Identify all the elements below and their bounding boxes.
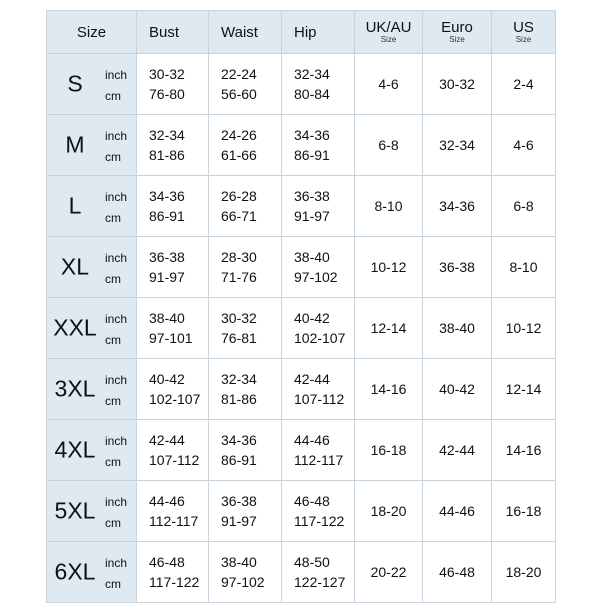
hip-cell <box>282 542 355 603</box>
waist-inch: 36-38 <box>221 493 257 509</box>
header-hip: Hip <box>282 11 355 54</box>
waist-cell <box>209 237 282 298</box>
size-cell <box>47 359 137 420</box>
waist-cell <box>209 542 282 603</box>
size-label: S <box>67 70 83 97</box>
euro-cell: 30-32 <box>423 54 492 115</box>
bust-cell <box>137 420 209 481</box>
table-row <box>47 359 556 420</box>
size-cell <box>47 54 137 115</box>
size-label: 3XL <box>54 375 96 402</box>
bust-cell <box>137 298 209 359</box>
hip-cm: 102-107 <box>294 330 346 346</box>
header-bust: Bust <box>137 11 209 54</box>
us-cell: 6-8 <box>492 176 556 237</box>
size-label: XL <box>60 253 90 280</box>
size-cell <box>47 298 137 359</box>
waist-inch: 28-30 <box>221 249 257 265</box>
unit-inch-label: inch <box>105 495 128 509</box>
bust-cm: 117-122 <box>149 574 200 590</box>
table-row <box>47 481 556 542</box>
bust-cell <box>137 237 209 298</box>
waist-cm: 97-102 <box>221 574 265 590</box>
bust-cm: 112-117 <box>149 513 199 529</box>
hip-cell <box>282 115 355 176</box>
size-label: L <box>68 192 82 219</box>
waist-cell <box>209 420 282 481</box>
hip-cell <box>282 176 355 237</box>
bust-cm: 107-112 <box>149 452 200 468</box>
hip-inch: 38-40 <box>294 249 330 265</box>
waist-cm: 91-97 <box>221 513 257 529</box>
header-waist: Waist <box>209 11 282 54</box>
waist-inch: 30-32 <box>221 310 257 326</box>
euro-cell: 44-46 <box>423 481 492 542</box>
us-cell: 12-14 <box>492 359 556 420</box>
uk-au-cell: 16-18 <box>355 420 423 481</box>
bust-inch: 36-38 <box>149 249 185 265</box>
unit-cm-label: cm <box>105 150 121 164</box>
header-euro-label: Euro <box>441 18 473 36</box>
unit-cm-label: cm <box>105 211 121 225</box>
unit-cm-label: cm <box>105 516 121 530</box>
uk-au-cell: 6-8 <box>355 115 423 176</box>
header-us-label: US <box>513 18 534 36</box>
hip-inch: 42-44 <box>294 371 330 387</box>
unit-inch-label: inch <box>105 373 128 387</box>
hip-inch: 36-38 <box>294 188 330 204</box>
bust-inch: 30-32 <box>149 66 185 82</box>
header-uk-au-sub: Size <box>380 34 397 44</box>
uk-au-cell: 8-10 <box>355 176 423 237</box>
waist-cell <box>209 115 282 176</box>
unit-inch-label: inch <box>105 312 128 326</box>
waist-cell <box>209 54 282 115</box>
size-label: 5XL <box>54 497 96 524</box>
bust-cell <box>137 359 209 420</box>
waist-cell <box>209 481 282 542</box>
us-cell: 14-16 <box>492 420 556 481</box>
hip-cell <box>282 237 355 298</box>
hip-inch: 48-50 <box>294 554 330 570</box>
uk-au-cell: 18-20 <box>355 481 423 542</box>
waist-cm: 86-91 <box>221 452 257 468</box>
table-row <box>47 298 556 359</box>
size-cell <box>47 115 137 176</box>
hip-cm: 80-84 <box>294 86 330 102</box>
hip-cell <box>282 359 355 420</box>
waist-inch: 24-26 <box>221 127 257 143</box>
waist-cm: 81-86 <box>221 391 257 407</box>
table-row <box>47 176 556 237</box>
us-cell: 4-6 <box>492 115 556 176</box>
waist-cm: 66-71 <box>221 208 257 224</box>
unit-cm-label: cm <box>105 272 121 286</box>
unit-inch-label: inch <box>105 129 128 143</box>
unit-cm-label: cm <box>105 577 121 591</box>
hip-cell <box>282 481 355 542</box>
euro-cell: 40-42 <box>423 359 492 420</box>
table-row <box>47 115 556 176</box>
bust-inch: 32-34 <box>149 127 185 143</box>
bust-cm: 102-107 <box>149 391 201 407</box>
euro-cell: 32-34 <box>423 115 492 176</box>
bust-inch: 42-44 <box>149 432 185 448</box>
bust-cell <box>137 176 209 237</box>
us-cell: 8-10 <box>492 237 556 298</box>
bust-inch: 38-40 <box>149 310 185 326</box>
header-euro-sub: Size <box>449 34 465 44</box>
table-row <box>47 542 556 603</box>
bust-inch: 44-46 <box>149 493 185 509</box>
unit-inch-label: inch <box>105 251 128 265</box>
hip-cm: 117-122 <box>294 513 345 529</box>
waist-cm: 71-76 <box>221 269 257 285</box>
unit-inch-label: inch <box>105 68 128 82</box>
size-cell <box>47 420 137 481</box>
size-cell <box>47 237 137 298</box>
us-cell: 2-4 <box>492 54 556 115</box>
euro-cell: 42-44 <box>423 420 492 481</box>
bust-cm: 91-97 <box>149 269 185 285</box>
bust-inch: 40-42 <box>149 371 185 387</box>
uk-au-cell: 12-14 <box>355 298 423 359</box>
bust-inch: 34-36 <box>149 188 185 204</box>
waist-cm: 76-81 <box>221 330 257 346</box>
header-uk-au <box>355 11 423 54</box>
hip-inch: 32-34 <box>294 66 330 82</box>
size-chart <box>46 10 555 603</box>
table-row <box>47 237 556 298</box>
size-label: 4XL <box>54 436 96 463</box>
uk-au-cell: 20-22 <box>355 542 423 603</box>
header-size: Size <box>47 11 137 54</box>
unit-inch-label: inch <box>105 434 128 448</box>
bust-cm: 86-91 <box>149 208 185 224</box>
bust-cell <box>137 115 209 176</box>
bust-cm: 97-101 <box>149 330 193 346</box>
hip-cm: 112-117 <box>294 452 344 468</box>
unit-inch-label: inch <box>105 556 128 570</box>
us-cell: 18-20 <box>492 542 556 603</box>
bust-cell <box>137 542 209 603</box>
size-label: XXL <box>53 314 97 341</box>
bust-inch: 46-48 <box>149 554 185 570</box>
waist-inch: 34-36 <box>221 432 257 448</box>
size-label: M <box>65 131 85 158</box>
size-label: 6XL <box>54 558 96 585</box>
waist-cell <box>209 176 282 237</box>
euro-cell: 34-36 <box>423 176 492 237</box>
unit-cm-label: cm <box>105 333 121 347</box>
hip-inch: 44-46 <box>294 432 330 448</box>
hip-inch: 34-36 <box>294 127 330 143</box>
hip-cm: 122-127 <box>294 574 346 590</box>
uk-au-cell: 14-16 <box>355 359 423 420</box>
header-uk-au-label: UK/AU <box>365 18 412 36</box>
hip-cm: 107-112 <box>294 391 345 407</box>
hip-inch: 40-42 <box>294 310 330 326</box>
waist-cell <box>209 359 282 420</box>
unit-cm-label: cm <box>105 89 121 103</box>
size-cell <box>47 542 137 603</box>
hip-inch: 46-48 <box>294 493 330 509</box>
unit-cm-label: cm <box>105 394 121 408</box>
bust-cell <box>137 54 209 115</box>
us-cell: 16-18 <box>492 481 556 542</box>
header-us <box>492 11 556 54</box>
header-euro <box>423 11 492 54</box>
hip-cm: 86-91 <box>294 147 330 163</box>
euro-cell: 38-40 <box>423 298 492 359</box>
waist-inch: 38-40 <box>221 554 257 570</box>
size-table-body <box>47 54 556 603</box>
bust-cm: 76-80 <box>149 86 185 102</box>
waist-cell <box>209 298 282 359</box>
bust-cm: 81-86 <box>149 147 185 163</box>
waist-inch: 32-34 <box>221 371 257 387</box>
hip-cell <box>282 54 355 115</box>
hip-cell <box>282 420 355 481</box>
size-cell <box>47 176 137 237</box>
uk-au-cell: 4-6 <box>355 54 423 115</box>
us-cell: 10-12 <box>492 298 556 359</box>
size-cell <box>47 481 137 542</box>
euro-cell: 46-48 <box>423 542 492 603</box>
header-us-sub: Size <box>515 34 532 44</box>
uk-au-cell: 10-12 <box>355 237 423 298</box>
bust-cell <box>137 481 209 542</box>
hip-cm: 97-102 <box>294 269 338 285</box>
unit-cm-label: cm <box>105 455 121 469</box>
waist-cm: 56-60 <box>221 86 257 102</box>
unit-inch-label: inch <box>105 190 128 204</box>
euro-cell: 36-38 <box>423 237 492 298</box>
table-row <box>47 54 556 115</box>
table-row <box>47 420 556 481</box>
waist-inch: 22-24 <box>221 66 257 82</box>
header-row <box>47 11 556 54</box>
hip-cm: 91-97 <box>294 208 330 224</box>
waist-inch: 26-28 <box>221 188 257 204</box>
hip-cell <box>282 298 355 359</box>
size-table <box>46 10 556 603</box>
waist-cm: 61-66 <box>221 147 257 163</box>
